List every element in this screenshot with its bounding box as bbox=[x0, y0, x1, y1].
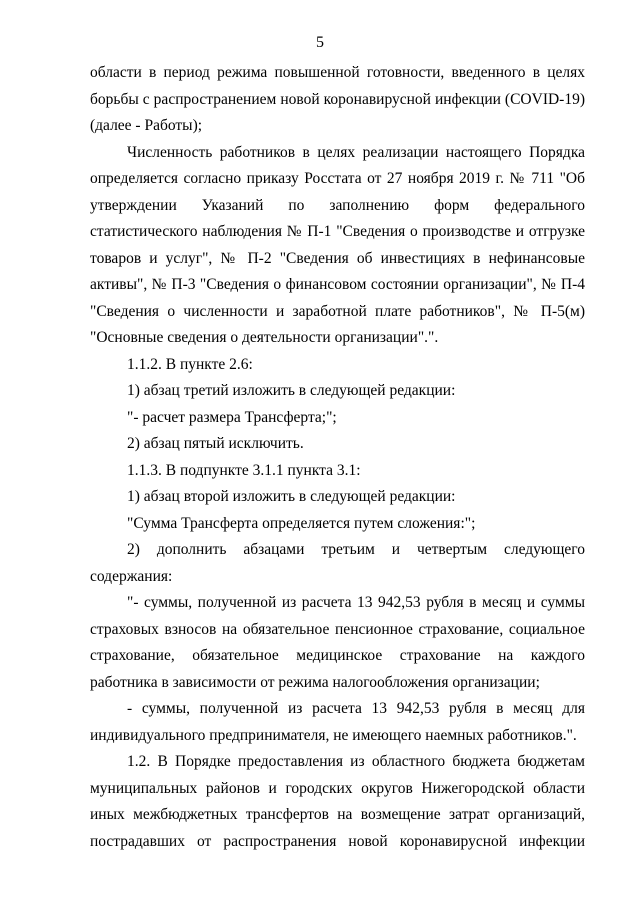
paragraph-item-1-2: 1.2. В Порядке предоставления из областного бюджета бюджетам муниципальных районов и городских округов Нижегородской области иных межбюджетных трансфертов на возмещение затрат организаций, пострадавших от распространения новой коронавирусной инфекции bbox=[90, 753, 585, 850]
paragraph-transfer-calc: "- расчет размера Трансферта;"; bbox=[127, 408, 337, 426]
paragraph-item-1-1-3: 1.1.3. В подпункте 3.1.1 пункта 3.1: bbox=[127, 461, 361, 479]
paragraph-add-abzacs: 2) дополнить абзацами третьим и четвертым следующего содержания: bbox=[90, 541, 585, 585]
paragraph-item-1-1-2: 1.1.2. В пункте 2.6: bbox=[127, 355, 253, 373]
paragraph-continuation: области в период режима повышенной готовности, введенного в целях борьбы с распространением новой коронавирусной инфекции (COVID-19) (далее - Работы); bbox=[90, 64, 585, 134]
paragraph-sum-entrepreneur: - суммы, полученной из расчета 13 942,53 рубля в месяц для индивидуального предпринимателя, не имеющего наемных работников.". bbox=[90, 700, 585, 744]
paragraph-third-abzac: 1) абзац третий изложить в следующей редакции: bbox=[127, 382, 456, 399]
document-body bbox=[90, 60, 585, 855]
paragraph-transfer-sum: "Сумма Трансферта определяется путем сложения:"; bbox=[127, 514, 476, 532]
paragraph-employee-count: Численность работников в целях реализации настоящего Порядка определяется согласно приказу Росстата от 27 ноября 2019 г. № 711 "Об утверждении Указаний по заполнению форм федерального статистического наблюдения № П-1 "Сведения о производстве и отгрузке товаров и услуг", № П-2 "Сведения об инвестициях в нефинансовые активы", № П-3 "Сведения о финансовом состоянии организации", № П-4 "Сведения о численности и заработной плате работников", № П-5(м) "Основные сведения о деятельности организации".". bbox=[90, 143, 585, 346]
paragraph-second-abzac: 1) абзац второй изложить в следующей редакции: bbox=[127, 488, 456, 505]
page-number: 5 bbox=[316, 34, 324, 51]
paragraph-sum-employees: "- суммы, полученной из расчета 13 942,53 рубля в месяц и суммы страховых взносов на обязательное пенсионное страхование, социальное страхование, обязательное медицинское страхование на каждого работника в зависимости от режима налогообложения организации; bbox=[90, 594, 585, 691]
paragraph-fifth-abzac: 2) абзац пятый исключить. bbox=[127, 435, 304, 452]
